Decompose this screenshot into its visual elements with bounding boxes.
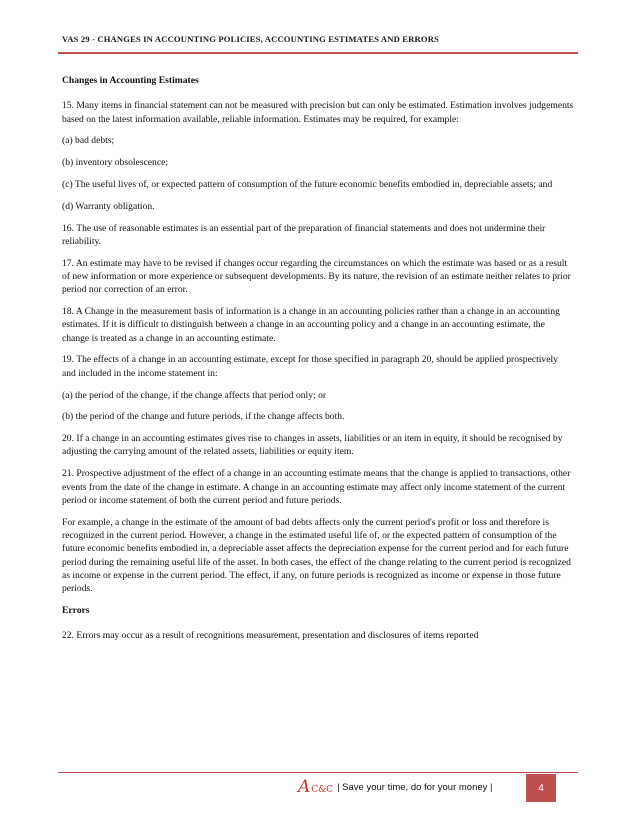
paragraph-17: 17. An estimate may have to be revised if changes occur regarding the circumstances on which the estimate was based or as a result of new information or more experience or subsequent developments. By its nature, the revision of an estimate neither relates to prior period nor correction of an error. — [62, 257, 571, 296]
logo-letter: A — [298, 777, 311, 797]
paragraph-16: 16. The use of reasonable estimates is an essential part of the preparation of financial statements and does not undermine their reliability. — [62, 222, 546, 247]
footer — [298, 776, 493, 798]
header-divider — [58, 52, 578, 54]
paragraph-example: For example, a change in the estimate of the amount of bad debts affects only the current period's profit or loss and therefore is recognized in the current period. However, a change in the estimated useful life of, or the expected pattern of consumption of the future economic benefits embodied in, a depreciable asset affects the depreciation expense for the current period and for each future period during the remaining useful life of the asset. In both cases, the effect of the change relating to the current period is recognized as income or expense in the current period. The effect, if any, on future periods is recognized as income or expense in those future periods. — [62, 516, 571, 595]
footer-divider — [58, 772, 578, 773]
list-item-19a: (a) the period of the change, if the change affects that period only; or — [62, 389, 327, 401]
paragraph-19: 19. The effects of a change in an accounting estimate, except for those specified in paragraph 20, should be applied prospectively and included in the income statement in: — [62, 354, 558, 379]
page-number: 4 — [526, 774, 556, 802]
paragraph-22: 22. Errors may occur as a result of recognitions measurement, presentation and disclosures of items reported — [62, 630, 479, 642]
paragraph-21: 21. Prospective adjustment of the effect of a change in an accounting estimate means that the change is applied to transactions, other events from the date of the change in estimate. A change in an accounting estimate may affect only income statement of the current period or income statement of both the current period and future periods. — [62, 468, 571, 506]
logo-text: C&C — [311, 785, 334, 795]
document-body — [62, 74, 574, 651]
paragraph-20: 20. If a change in an accounting estimates gives rise to changes in assets, liabilities or an item in equity, it should be recognised by adjusting the carrying amount of the related assets, liabilities or equity item. — [62, 433, 563, 458]
section-heading: Changes in Accounting Estimates — [62, 75, 199, 86]
running-header: VAS 29 - CHANGES IN ACCOUNTING POLICIES, ACCOUNTING ESTIMATES AND ERRORS — [62, 34, 439, 44]
list-item-a: (a) bad debts; — [62, 135, 115, 147]
company-logo — [298, 777, 333, 797]
list-item-b: (b) inventory obsolescence; — [62, 157, 169, 169]
list-item-d: (d) Warranty obligation. — [62, 200, 155, 212]
paragraph-18: 18. A Change in the measurement basis of information is a change in an accounting policies rather than a change in an accounting estimates. If it is difficult to distinguish between a change in an accounting policy and a change in an accounting estimate, the change is treated as a change in an accounting estimate. — [62, 306, 560, 344]
errors-heading: Errors — [62, 604, 90, 616]
list-item-19b: (b) the period of the change and future periods, if the change affects both. — [62, 411, 345, 423]
footer-slogan: | Save your time, do for your money | — [337, 781, 493, 793]
paragraph-15: 15. Many items in financial statement can not be measured with precision but can only be estimated. Estimation involves judgements based on the latest information available, reliable information. Estimates may be required, for example: — [62, 100, 574, 125]
list-item-c: (c) The useful lives of, or expected pattern of consumption of the future economic benefits embodied in, depreciable assets; and — [62, 178, 553, 190]
